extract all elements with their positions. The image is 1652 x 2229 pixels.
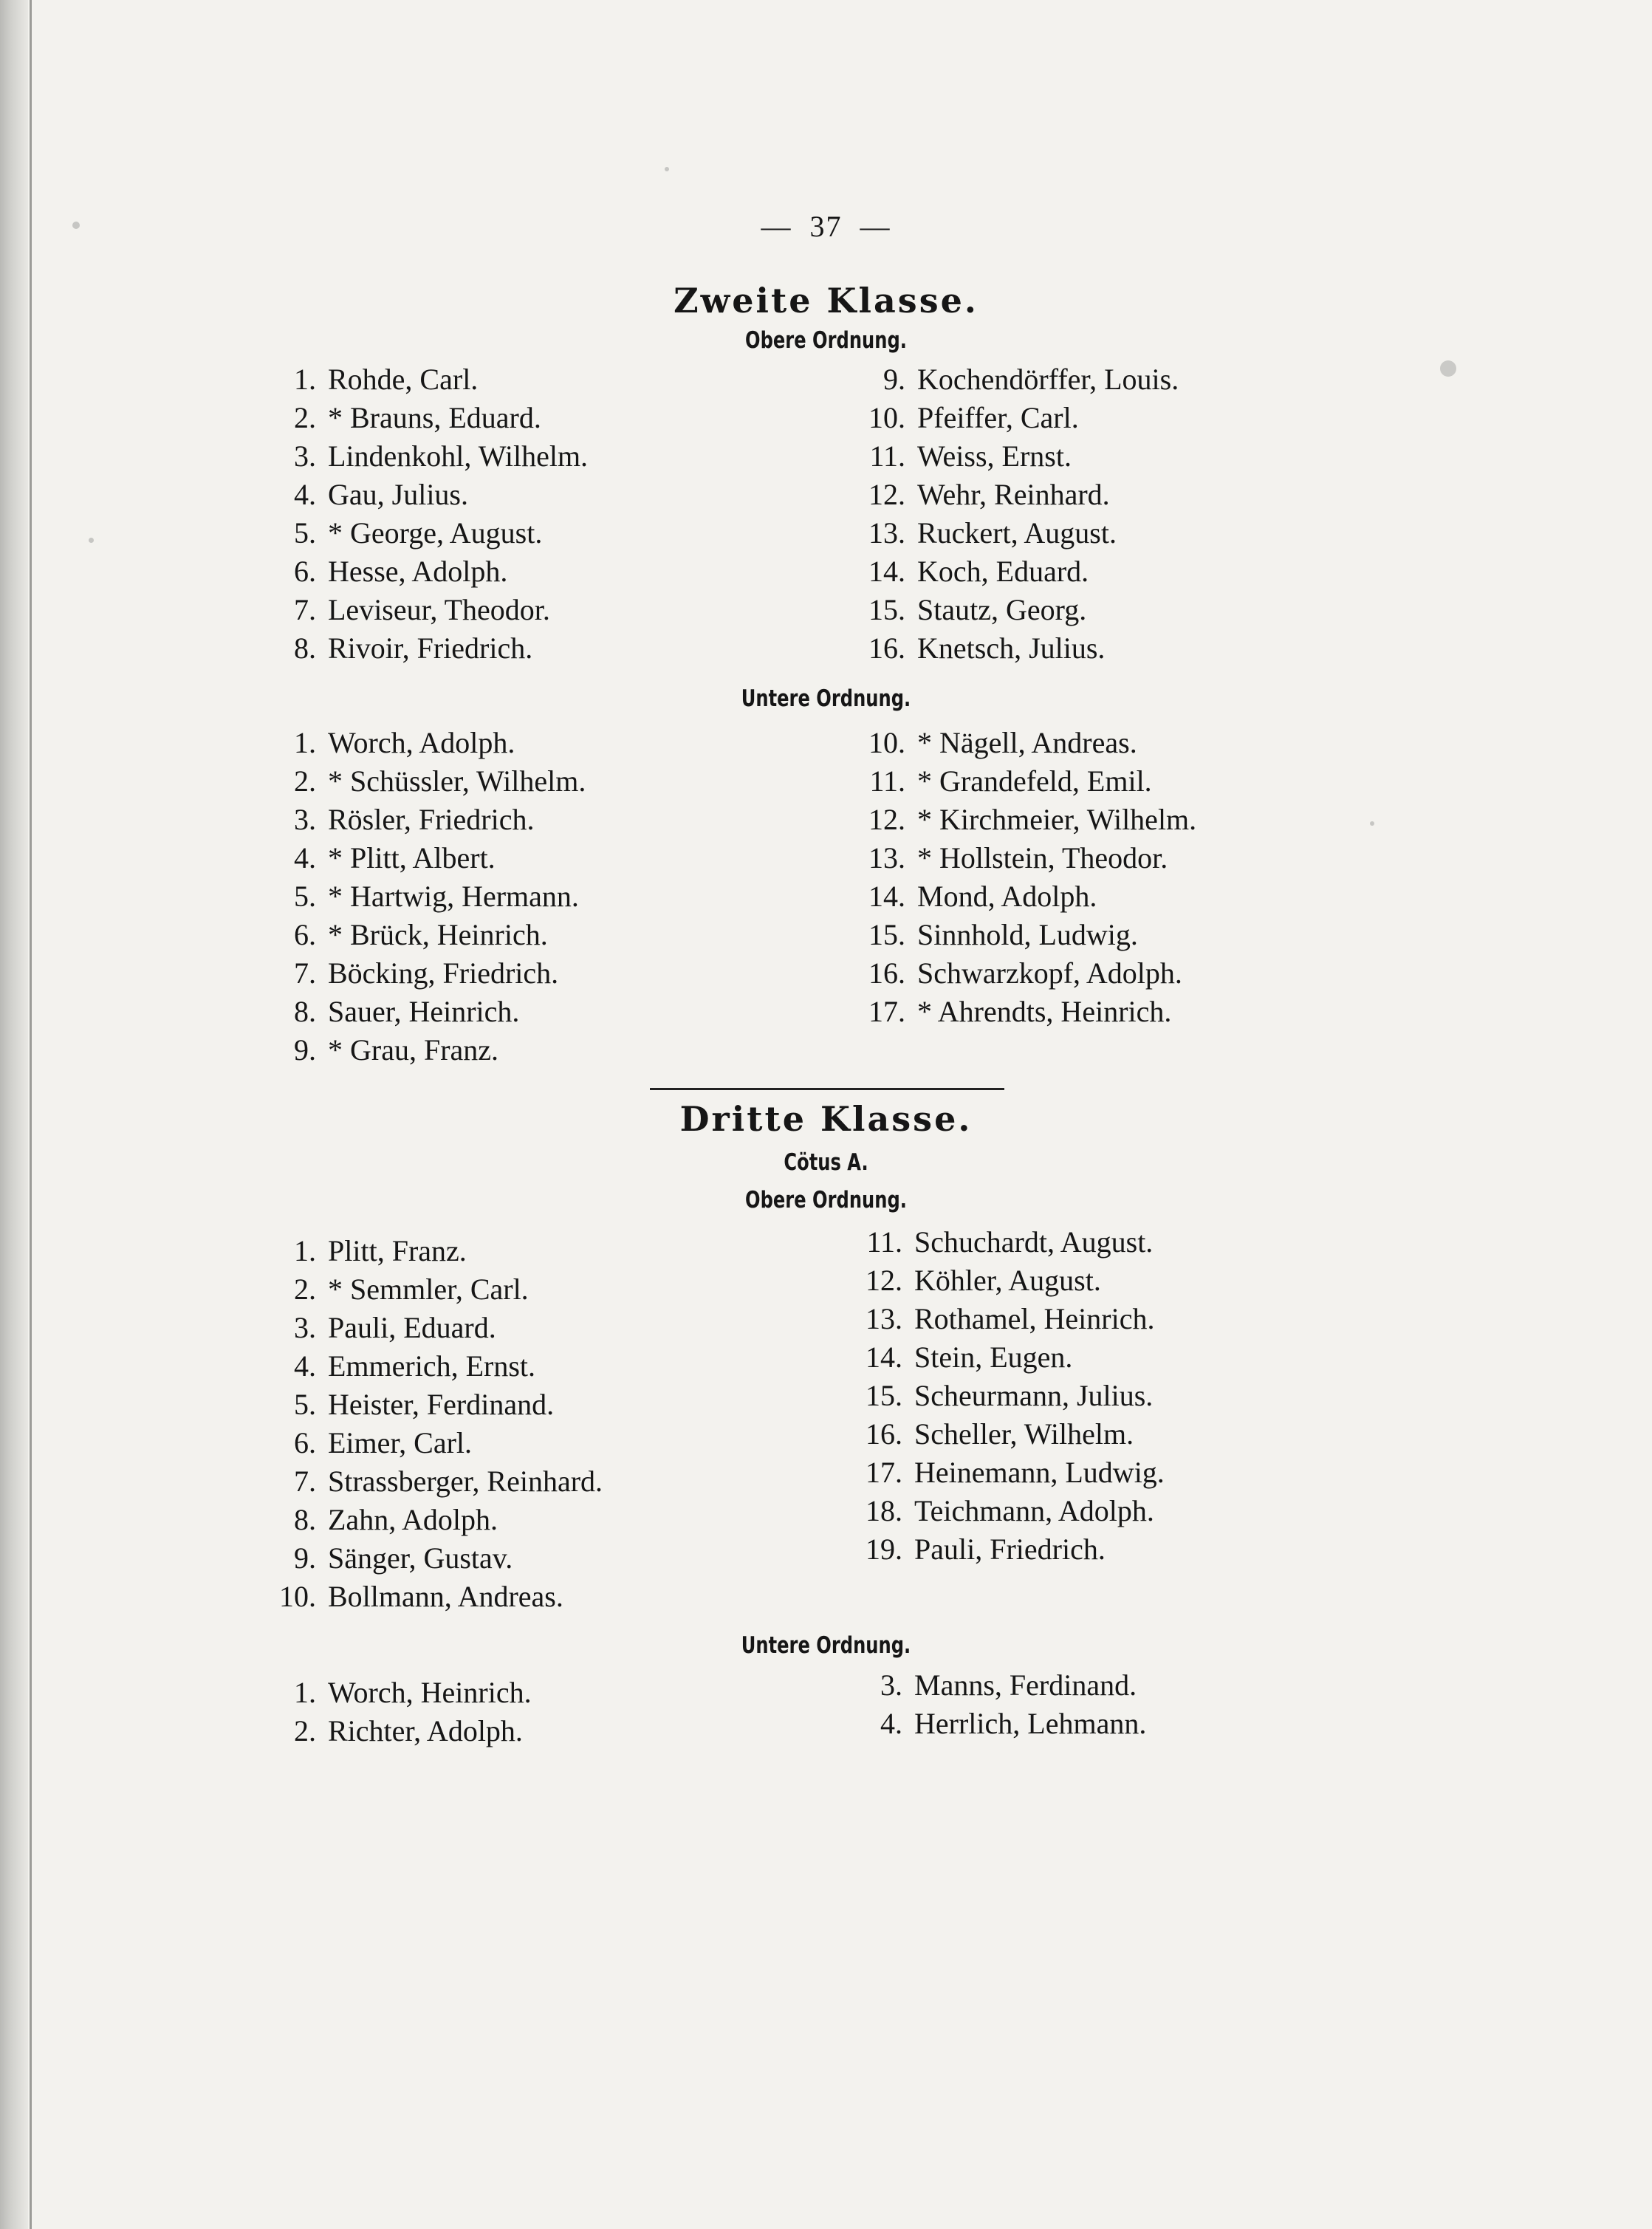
group-heading-obere-ordnung: Obere Ordnung. xyxy=(745,327,907,354)
scan-speck xyxy=(89,538,94,543)
student-number: 13. xyxy=(866,1302,902,1335)
student-name: Bollmann, Andreas. xyxy=(328,1580,563,1613)
student-name: Schwarzkopf, Adolph. xyxy=(917,956,1182,990)
student-entry xyxy=(269,1674,532,1712)
student-number: 2. xyxy=(294,764,316,798)
student-number: 3. xyxy=(294,1311,316,1344)
student-name: Zahn, Adolph. xyxy=(328,1503,498,1536)
page-number-dash: — xyxy=(761,210,792,243)
student-entry xyxy=(279,360,588,399)
student-name: Worch, Heinrich. xyxy=(328,1676,532,1709)
section-title-zweite-klasse: Zweite Klasse. xyxy=(674,281,978,321)
student-number: 1. xyxy=(294,1676,316,1709)
student-list-right xyxy=(854,724,1196,1031)
student-entry xyxy=(854,629,1179,668)
student-entry xyxy=(269,1232,603,1270)
student-entry xyxy=(269,1424,603,1462)
student-name: Pauli, Friedrich. xyxy=(914,1533,1106,1566)
student-entry xyxy=(851,1338,1165,1377)
student-number: 1. xyxy=(294,1234,316,1267)
student-entry xyxy=(269,1712,532,1750)
student-entry xyxy=(851,1666,1146,1705)
student-entry xyxy=(279,437,588,476)
student-entry xyxy=(269,1270,603,1309)
student-entry xyxy=(269,1462,603,1501)
student-entry xyxy=(269,1501,603,1539)
student-entry xyxy=(269,1347,603,1386)
student-name: Leviseur, Theodor. xyxy=(328,593,550,626)
student-number: 7. xyxy=(294,593,316,626)
scan-speck xyxy=(665,167,669,171)
student-number: 2. xyxy=(294,1273,316,1306)
student-name: * Semmler, Carl. xyxy=(328,1273,529,1306)
student-entry xyxy=(854,954,1196,993)
student-name: * Ahrendts, Heinrich. xyxy=(917,995,1172,1028)
student-entry xyxy=(854,476,1179,514)
scan-speck xyxy=(1370,821,1374,826)
student-number: 18. xyxy=(866,1494,902,1527)
student-entry xyxy=(854,762,1196,801)
student-name: Manns, Ferdinand. xyxy=(914,1668,1137,1702)
student-list-left xyxy=(269,1674,532,1750)
student-number: 6. xyxy=(294,918,316,951)
student-number: 10. xyxy=(868,401,905,434)
student-number: 9. xyxy=(294,1033,316,1066)
section-title-dritte-klasse: Dritte Klasse. xyxy=(679,1099,973,1139)
student-number: 7. xyxy=(294,956,316,990)
scan-speck xyxy=(1440,360,1456,377)
student-entry xyxy=(851,1530,1165,1569)
student-entry xyxy=(279,514,588,552)
student-name: * Schüssler, Wilhelm. xyxy=(328,764,586,798)
student-name: Scheurmann, Julius. xyxy=(914,1379,1154,1412)
student-name: Richter, Adolph. xyxy=(328,1714,523,1747)
student-number: 7. xyxy=(294,1465,316,1498)
student-name: Rösler, Friedrich. xyxy=(328,803,535,836)
student-name: Sänger, Gustav. xyxy=(328,1541,513,1575)
coetus-heading: Cötus A. xyxy=(784,1149,868,1176)
student-entry xyxy=(279,1031,586,1069)
page-number-value: 37 xyxy=(809,210,843,243)
student-name: Emmerich, Ernst. xyxy=(328,1349,536,1383)
student-name: Stein, Eugen. xyxy=(914,1341,1073,1374)
student-name: Hesse, Adolph. xyxy=(328,555,508,588)
student-name: Pfeiffer, Carl. xyxy=(917,401,1079,434)
student-name: Heinemann, Ludwig. xyxy=(914,1456,1165,1489)
student-entry xyxy=(854,993,1196,1031)
student-number: 17. xyxy=(866,1456,902,1489)
student-entry xyxy=(854,591,1179,629)
page-number xyxy=(0,209,1652,244)
student-number: 13. xyxy=(868,841,905,874)
student-entry xyxy=(279,552,588,591)
student-number: 9. xyxy=(294,1541,316,1575)
student-number: 16. xyxy=(868,631,905,665)
student-number: 5. xyxy=(294,1388,316,1421)
student-entry xyxy=(854,552,1179,591)
student-name: * Grau, Franz. xyxy=(328,1033,499,1066)
student-entry xyxy=(269,1386,603,1424)
student-entry xyxy=(851,1223,1165,1261)
student-number: 12. xyxy=(866,1264,902,1297)
student-entry xyxy=(854,399,1179,437)
student-entry xyxy=(279,762,586,801)
student-number: 4. xyxy=(294,841,316,874)
page-number-dash: — xyxy=(860,210,891,243)
student-number: 12. xyxy=(868,478,905,511)
student-number: 3. xyxy=(294,439,316,473)
student-name: Böcking, Friedrich. xyxy=(328,956,559,990)
student-entry xyxy=(851,1415,1165,1454)
student-number: 13. xyxy=(868,516,905,549)
student-name: * Hollstein, Theodor. xyxy=(917,841,1168,874)
student-number: 6. xyxy=(294,555,316,588)
student-name: Heister, Ferdinand. xyxy=(328,1388,555,1421)
student-number: 9. xyxy=(883,363,905,396)
student-name: Schuchardt, August. xyxy=(914,1225,1154,1259)
student-number: 1. xyxy=(294,363,316,396)
student-name: Sauer, Heinrich. xyxy=(328,995,520,1028)
student-entry xyxy=(851,1377,1165,1415)
student-number: 16. xyxy=(866,1417,902,1451)
student-name: Wehr, Reinhard. xyxy=(917,478,1110,511)
student-name: Herrlich, Lehmann. xyxy=(914,1707,1147,1740)
student-number: 8. xyxy=(294,995,316,1028)
student-name: Strassberger, Reinhard. xyxy=(328,1465,603,1498)
student-number: 15. xyxy=(868,918,905,951)
student-number: 8. xyxy=(294,1503,316,1536)
student-name: * Plitt, Albert. xyxy=(328,841,496,874)
student-number: 19. xyxy=(866,1533,902,1566)
student-entry xyxy=(854,839,1196,877)
student-number: 5. xyxy=(294,516,316,549)
student-entry xyxy=(851,1492,1165,1530)
student-number: 11. xyxy=(869,439,905,473)
student-entry xyxy=(279,399,588,437)
student-number: 4. xyxy=(294,478,316,511)
student-number: 14. xyxy=(868,555,905,588)
student-name: Weiss, Ernst. xyxy=(917,439,1072,473)
student-number: 16. xyxy=(868,956,905,990)
student-name: Teichmann, Adolph. xyxy=(914,1494,1154,1527)
student-name: * Hartwig, Hermann. xyxy=(328,880,579,913)
student-number: 10. xyxy=(279,1580,316,1613)
student-number: 3. xyxy=(294,803,316,836)
student-name: Ruckert, August. xyxy=(917,516,1117,549)
student-entry xyxy=(279,476,588,514)
student-number: 11. xyxy=(869,764,905,798)
student-number: 15. xyxy=(868,593,905,626)
student-name: * Grandefeld, Emil. xyxy=(917,764,1152,798)
student-entry xyxy=(851,1300,1165,1338)
student-name: Köhler, August. xyxy=(914,1264,1101,1297)
student-number: 10. xyxy=(868,726,905,759)
student-name: Rohde, Carl. xyxy=(328,363,479,396)
student-entry xyxy=(854,360,1179,399)
student-name: * George, August. xyxy=(328,516,543,549)
student-entry xyxy=(279,954,586,993)
student-name: Eimer, Carl. xyxy=(328,1426,472,1459)
student-number: 2. xyxy=(294,401,316,434)
student-name: Lindenkohl, Wilhelm. xyxy=(328,439,589,473)
student-entry xyxy=(854,877,1196,916)
student-name: * Nägell, Andreas. xyxy=(917,726,1137,759)
student-entry xyxy=(279,801,586,839)
student-entry xyxy=(854,724,1196,762)
student-number: 2. xyxy=(294,1714,316,1747)
student-list-left xyxy=(279,724,586,1069)
group-heading-untere-ordnung: Untere Ordnung. xyxy=(741,685,911,712)
student-entry xyxy=(269,1539,603,1578)
student-entry xyxy=(269,1309,603,1347)
student-list-left xyxy=(279,360,588,668)
group-heading-untere-ordnung: Untere Ordnung. xyxy=(741,1632,911,1659)
student-entry xyxy=(279,591,588,629)
student-name: * Kirchmeier, Wilhelm. xyxy=(917,803,1197,836)
student-name: Kochendörffer, Louis. xyxy=(917,363,1179,396)
student-entry xyxy=(279,916,586,954)
student-entry xyxy=(851,1705,1146,1743)
student-list-right xyxy=(851,1666,1146,1743)
student-entry xyxy=(854,916,1196,954)
student-name: Gau, Julius. xyxy=(328,478,468,511)
student-number: 1. xyxy=(294,726,316,759)
student-name: Scheller, Wilhelm. xyxy=(914,1417,1134,1451)
student-number: 14. xyxy=(866,1341,902,1374)
student-entry xyxy=(269,1578,603,1616)
student-number: 4. xyxy=(880,1707,902,1740)
student-entry xyxy=(854,437,1179,476)
student-number: 12. xyxy=(868,803,905,836)
student-number: 8. xyxy=(294,631,316,665)
student-name: Stautz, Georg. xyxy=(917,593,1087,626)
student-name: Worch, Adolph. xyxy=(328,726,515,759)
student-name: Knetsch, Julius. xyxy=(917,631,1106,665)
student-list-left xyxy=(269,1232,603,1616)
student-number: 5. xyxy=(294,880,316,913)
student-entry xyxy=(854,514,1179,552)
student-name: Rothamel, Heinrich. xyxy=(914,1302,1155,1335)
student-number: 6. xyxy=(294,1426,316,1459)
student-entry xyxy=(851,1261,1165,1300)
student-name: Pauli, Eduard. xyxy=(328,1311,496,1344)
student-entry xyxy=(279,629,588,668)
section-divider xyxy=(650,1088,1004,1090)
student-name: * Brauns, Eduard. xyxy=(328,401,541,434)
student-name: * Brück, Heinrich. xyxy=(328,918,548,951)
group-heading-obere-ordnung: Obere Ordnung. xyxy=(745,1187,907,1213)
student-number: 14. xyxy=(868,880,905,913)
student-list-right xyxy=(854,360,1179,668)
student-entry xyxy=(279,724,586,762)
student-entry xyxy=(854,801,1196,839)
student-name: Mond, Adolph. xyxy=(917,880,1097,913)
student-number: 4. xyxy=(294,1349,316,1383)
student-entry xyxy=(279,993,586,1031)
student-name: Sinnhold, Ludwig. xyxy=(917,918,1138,951)
student-number: 17. xyxy=(868,995,905,1028)
student-name: Rivoir, Friedrich. xyxy=(328,631,533,665)
student-number: 15. xyxy=(866,1379,902,1412)
student-entry xyxy=(279,877,586,916)
student-name: Koch, Eduard. xyxy=(917,555,1089,588)
student-number: 11. xyxy=(866,1225,902,1259)
student-entry xyxy=(279,839,586,877)
student-entry xyxy=(851,1454,1165,1492)
student-list-right xyxy=(851,1223,1165,1569)
student-number: 3. xyxy=(880,1668,902,1702)
student-name: Plitt, Franz. xyxy=(328,1234,467,1267)
